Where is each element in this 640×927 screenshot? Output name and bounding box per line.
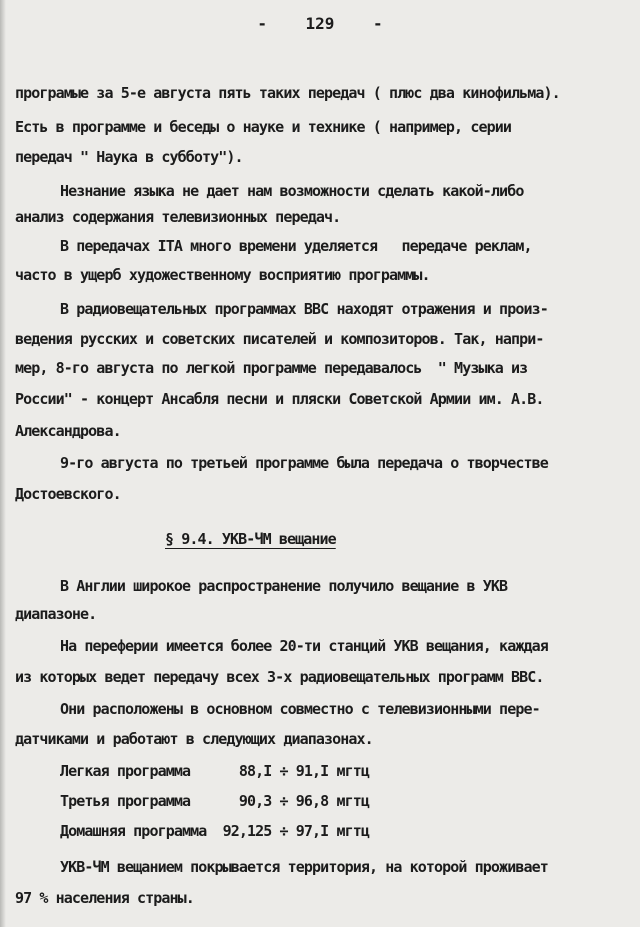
text-line: Незнание языка не дает нам возможности сделать какой-либо [60,182,524,200]
text-line: передач " Наука в субботу"). [15,148,243,166]
text-line: Они расположены в основном совместно с телевизионными пере- [60,700,540,718]
section-heading: § 9.4. УКВ-ЧМ вещание [165,530,336,548]
text-line: 97 % населения страны. [15,889,194,907]
text-line: России" - концерт Ансабля песни и пляски Советской Армии им. А.В. [15,390,544,408]
text-line: УКВ-ЧМ вещанием покрывается территория, на которой проживает [60,858,548,876]
text-line: В радиовещательных программах ВВС находят отражения и произ- [60,300,548,318]
text-line: В передачах ITA много времени уделяется передаче реклам, [60,237,532,255]
frequency-row: Третья программа 90,3 ÷ 96,8 мгтц [60,792,369,810]
text-line: датчиками и работают в следующих диапазонах. [15,730,373,748]
text-line: ведения русских и советских писателей и композиторов. Так, напри- [15,330,544,348]
text-line: Есть в программе и беседы о науке и технике ( например, серии [15,118,511,136]
text-line: 9-го августа по третьей программе была передача о творчестве [60,454,548,472]
text-line: Александрова. [15,422,121,440]
text-line: анализ содержания телевизионных передач. [15,208,341,226]
text-line: програмые за 5-е августа пять таких передач ( плюс два кинофильма). [15,84,560,102]
text-line: из которых ведет передачу всех 3-х радиовещательных программ ВВС. [15,668,544,686]
text-line: часто в ущерб художественному восприятию программы. [15,266,430,284]
text-line: мер, 8-го августа по легкой программе передавалось " Музыка из [15,359,528,377]
text-line: диапазоне. [15,605,97,623]
text-line: Достоевского. [15,485,121,503]
page-number: - 129 - [257,14,383,33]
frequency-row: Домашняя программа 92,125 ÷ 97,I мгтц [60,822,369,840]
frequency-row: Легкая программа 88,I ÷ 91,I мгтц [60,762,369,780]
page-left-edge-shadow [0,0,6,927]
text-line: В Англии широкое распространение получило вещание в УКВ [60,577,508,595]
text-line: На переферии имеется более 20-ти станций УКВ вещания, каждая [60,637,548,655]
